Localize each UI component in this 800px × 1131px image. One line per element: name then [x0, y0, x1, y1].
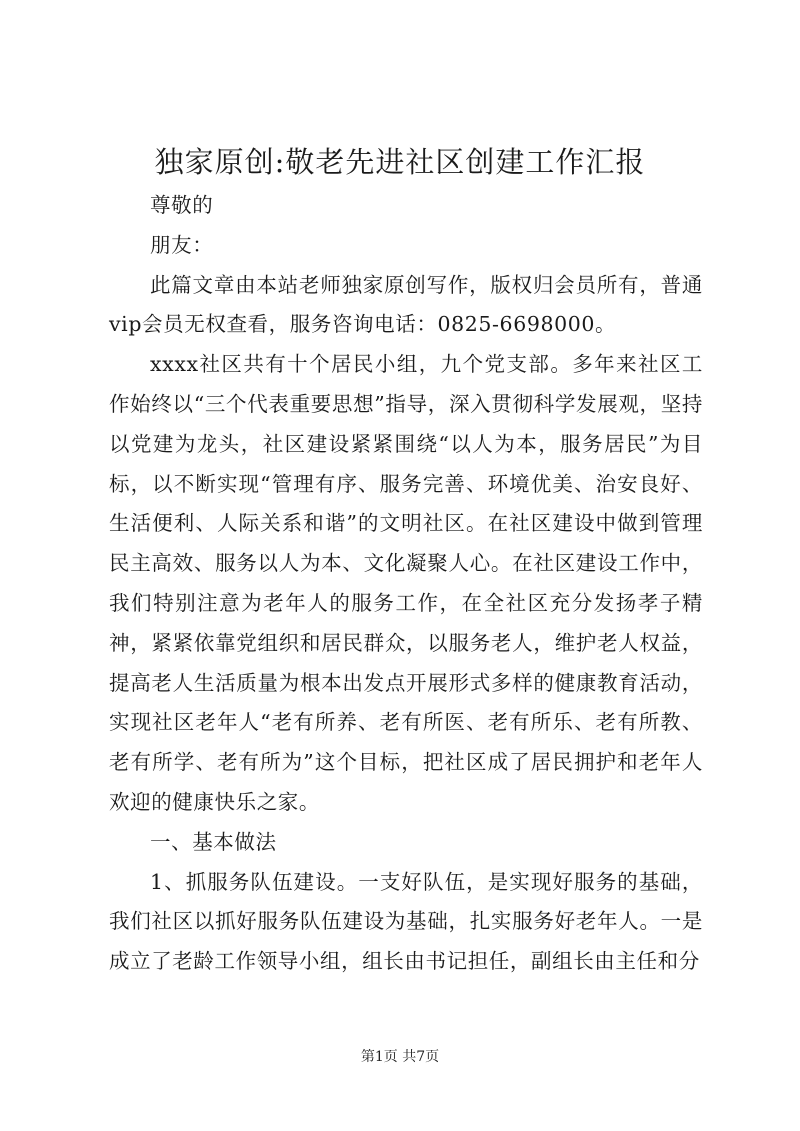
document-body: [109, 186, 703, 982]
paragraph-salutation: 尊敬的: [150, 193, 214, 217]
paragraph-section-1: 1、抓服务队伍建设。一支好队伍，是实现好服务的基础，我们社区以抓好服务队伍建设为基础，扎实服务好老年人。一是成立了老龄工作领导小组，组长由书记担任，副组长由主任和分: [109, 869, 703, 974]
section-heading: 一、基本做法: [150, 829, 277, 854]
page-footer: 第1页 共7页: [360, 1049, 440, 1065]
paragraph-intro: xxxx社区共有十个居民小组，九个党支部。多年来社区工作始终以“三个代表重要思想”指导，深入贯彻科学发展观，坚持以党建为龙头，社区建设紧紧围绕“以人为本，服务居民”为目标，以不断实现“管理有序、服务完善、环境优美、治安良好、生活便利、人际关系和谐”的文明社区。在社区建设中做到管理民主高效、服务以人为本、文化凝聚人心。在社区建设工作中，我们特别注意为老年人的服务工作，在全社区充分发扬孝子精神，紧紧依靠党组织和居民群众，以服务老人，维护老人权益，提高老人生活质量为根本出发点开展形式多样的健康教育活动，实现社区老年人“老有所养、老有所医、老有所乐、老有所教、老有所学、老有所为”这个目标，把社区成了居民拥护和老年人欢迎的健康快乐之家。: [109, 352, 703, 814]
document-title: 独家原创:敬老先进社区创建工作汇报: [154, 145, 646, 179]
paragraph-notice: 此篇文章由本站老师独家原创写作，版权归会员所有，普通vip会员无权查看，服务咨询电话：0825-6698000。: [109, 272, 703, 337]
paragraph-friend: 朋友：: [150, 232, 214, 257]
